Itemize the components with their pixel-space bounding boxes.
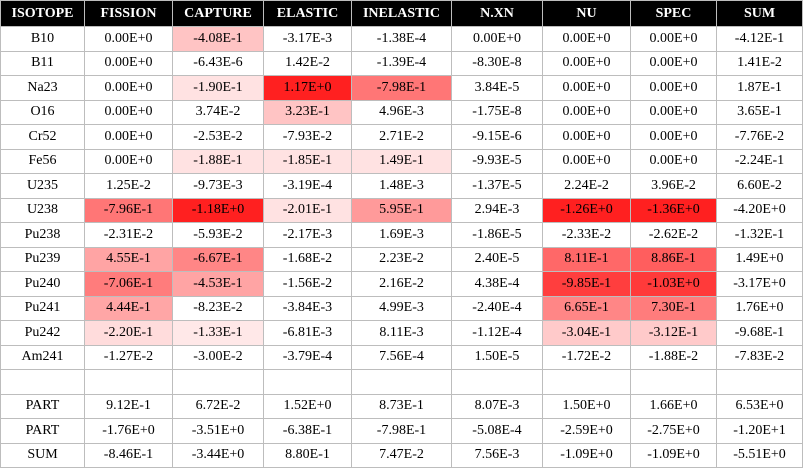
value-cell: 4.96E-3 [352, 100, 452, 125]
row-label-cell: Am241 [1, 345, 85, 370]
value-cell: -3.17E+0 [717, 272, 803, 297]
row-label-cell: Pu240 [1, 272, 85, 297]
value-cell: -1.38E-4 [352, 27, 452, 52]
value-cell: -1.32E-1 [717, 223, 803, 248]
value-cell: -4.53E-1 [173, 272, 264, 297]
table-row [1, 345, 803, 370]
empty-cell [1, 370, 85, 395]
value-cell: -2.20E-1 [85, 321, 173, 346]
summary-row [1, 419, 803, 444]
value-cell: -7.06E-1 [85, 272, 173, 297]
value-cell: 0.00E+0 [631, 51, 717, 76]
value-cell: -1.75E-8 [452, 100, 543, 125]
value-cell: -1.09E+0 [543, 443, 631, 468]
table-row [1, 125, 803, 150]
value-cell: 1.50E+0 [543, 394, 631, 419]
value-cell: -1.18E+0 [173, 198, 264, 223]
value-cell: 6.65E-1 [543, 296, 631, 321]
value-cell: -3.51E+0 [173, 419, 264, 444]
value-cell: 1.42E-2 [264, 51, 352, 76]
value-cell: 4.38E-4 [452, 272, 543, 297]
value-cell: 0.00E+0 [631, 125, 717, 150]
value-cell: -3.19E-4 [264, 174, 352, 199]
value-cell: -1.72E-2 [543, 345, 631, 370]
value-cell: -6.38E-1 [264, 419, 352, 444]
column-header: SPEC [631, 1, 717, 27]
value-cell: 6.53E+0 [717, 394, 803, 419]
value-cell: 5.95E-1 [352, 198, 452, 223]
value-cell: -2.53E-2 [173, 125, 264, 150]
value-cell: 1.48E-3 [352, 174, 452, 199]
value-cell: 8.86E-1 [631, 247, 717, 272]
value-cell: -9.93E-5 [452, 149, 543, 174]
value-cell: 2.23E-2 [352, 247, 452, 272]
value-cell: 7.56E-3 [452, 443, 543, 468]
value-cell: -1.26E+0 [543, 198, 631, 223]
value-cell: 0.00E+0 [631, 27, 717, 52]
value-cell: 1.52E+0 [264, 394, 352, 419]
value-cell: 1.69E-3 [352, 223, 452, 248]
value-cell: -8.23E-2 [173, 296, 264, 321]
empty-cell [717, 370, 803, 395]
value-cell: -1.76E+0 [85, 419, 173, 444]
value-cell: 0.00E+0 [543, 125, 631, 150]
row-label-cell: Fe56 [1, 149, 85, 174]
value-cell: 0.00E+0 [85, 125, 173, 150]
value-cell: -1.36E+0 [631, 198, 717, 223]
value-cell: -6.67E-1 [173, 247, 264, 272]
table-row [1, 100, 803, 125]
value-cell: -2.40E-4 [452, 296, 543, 321]
value-cell: -1.86E-5 [452, 223, 543, 248]
row-label-cell: Pu239 [1, 247, 85, 272]
value-cell: 1.49E+0 [717, 247, 803, 272]
value-cell: -3.84E-3 [264, 296, 352, 321]
value-cell: 9.12E-1 [85, 394, 173, 419]
value-cell: 0.00E+0 [631, 149, 717, 174]
row-label-cell: PART [1, 419, 85, 444]
value-cell: 3.23E-1 [264, 100, 352, 125]
table-row [1, 223, 803, 248]
value-cell: -2.62E-2 [631, 223, 717, 248]
value-cell: 0.00E+0 [543, 76, 631, 101]
value-cell: 4.55E-1 [85, 247, 173, 272]
row-label-cell: Pu238 [1, 223, 85, 248]
value-cell: 1.49E-1 [352, 149, 452, 174]
value-cell: -1.39E-4 [352, 51, 452, 76]
value-cell: -7.98E-1 [352, 419, 452, 444]
table-row [1, 198, 803, 223]
empty-cell [452, 370, 543, 395]
value-cell: -1.85E-1 [264, 149, 352, 174]
value-cell: 6.60E-2 [717, 174, 803, 199]
value-cell: -2.17E-3 [264, 223, 352, 248]
value-cell: -8.46E-1 [85, 443, 173, 468]
value-cell: 1.50E-5 [452, 345, 543, 370]
empty-cell [85, 370, 173, 395]
value-cell: 8.73E-1 [352, 394, 452, 419]
value-cell: -6.81E-3 [264, 321, 352, 346]
value-cell: -7.96E-1 [85, 198, 173, 223]
value-cell: -3.44E+0 [173, 443, 264, 468]
value-cell: -7.98E-1 [352, 76, 452, 101]
value-cell: 0.00E+0 [85, 27, 173, 52]
table-row [1, 272, 803, 297]
value-cell: 4.44E-1 [85, 296, 173, 321]
column-header: ISOTOPE [1, 1, 85, 27]
value-cell: -1.37E-5 [452, 174, 543, 199]
value-cell: -4.12E-1 [717, 27, 803, 52]
value-cell: 1.87E-1 [717, 76, 803, 101]
value-cell: 0.00E+0 [543, 51, 631, 76]
value-cell: 2.94E-3 [452, 198, 543, 223]
value-cell: 0.00E+0 [543, 149, 631, 174]
value-cell: -9.15E-6 [452, 125, 543, 150]
value-cell: -3.12E-1 [631, 321, 717, 346]
column-header: SUM [717, 1, 803, 27]
table-header [1, 1, 803, 27]
column-header: ELASTIC [264, 1, 352, 27]
empty-cell [631, 370, 717, 395]
value-cell: -1.88E-1 [173, 149, 264, 174]
table-row [1, 51, 803, 76]
value-cell: 0.00E+0 [85, 51, 173, 76]
value-cell: -8.30E-8 [452, 51, 543, 76]
value-cell: 4.99E-3 [352, 296, 452, 321]
value-cell: 0.00E+0 [85, 100, 173, 125]
row-label-cell: Cr52 [1, 125, 85, 150]
value-cell: 3.65E-1 [717, 100, 803, 125]
value-cell: -1.09E+0 [631, 443, 717, 468]
value-cell: -7.93E-2 [264, 125, 352, 150]
value-cell: -3.00E-2 [173, 345, 264, 370]
value-cell: 2.40E-5 [452, 247, 543, 272]
value-cell: 8.80E-1 [264, 443, 352, 468]
table-row [1, 247, 803, 272]
row-label-cell: O16 [1, 100, 85, 125]
value-cell: -7.76E-2 [717, 125, 803, 150]
row-label-cell: B10 [1, 27, 85, 52]
value-cell: -1.03E+0 [631, 272, 717, 297]
row-label-cell: Pu241 [1, 296, 85, 321]
value-cell: 1.41E-2 [717, 51, 803, 76]
value-cell: -2.33E-2 [543, 223, 631, 248]
value-cell: -2.24E-1 [717, 149, 803, 174]
value-cell: 6.72E-2 [173, 394, 264, 419]
empty-cell [173, 370, 264, 395]
value-cell: -1.27E-2 [85, 345, 173, 370]
row-label-cell: Na23 [1, 76, 85, 101]
value-cell: -2.75E+0 [631, 419, 717, 444]
summary-row [1, 394, 803, 419]
value-cell: -4.20E+0 [717, 198, 803, 223]
row-label-cell: B11 [1, 51, 85, 76]
value-cell: 8.07E-3 [452, 394, 543, 419]
column-header: CAPTURE [173, 1, 264, 27]
empty-cell [264, 370, 352, 395]
value-cell: -1.33E-1 [173, 321, 264, 346]
value-cell: -7.83E-2 [717, 345, 803, 370]
value-cell: -1.20E+1 [717, 419, 803, 444]
value-cell: -1.68E-2 [264, 247, 352, 272]
value-cell: -2.59E+0 [543, 419, 631, 444]
table-row [1, 76, 803, 101]
value-cell: 1.66E+0 [631, 394, 717, 419]
value-cell: 3.96E-2 [631, 174, 717, 199]
value-cell: 2.16E-2 [352, 272, 452, 297]
table-row [1, 321, 803, 346]
separator-row [1, 370, 803, 395]
value-cell: -9.68E-1 [717, 321, 803, 346]
value-cell: -6.43E-6 [173, 51, 264, 76]
column-header: INELASTIC [352, 1, 452, 27]
table-row [1, 296, 803, 321]
value-cell: -1.88E-2 [631, 345, 717, 370]
value-cell: 3.74E-2 [173, 100, 264, 125]
row-label-cell: SUM [1, 443, 85, 468]
table-row [1, 149, 803, 174]
value-cell: -5.93E-2 [173, 223, 264, 248]
empty-cell [352, 370, 452, 395]
value-cell: 0.00E+0 [631, 76, 717, 101]
value-cell: 1.25E-2 [85, 174, 173, 199]
row-label-cell: Pu242 [1, 321, 85, 346]
table-row [1, 174, 803, 199]
value-cell: -1.12E-4 [452, 321, 543, 346]
value-cell: 2.71E-2 [352, 125, 452, 150]
value-cell: 0.00E+0 [543, 27, 631, 52]
value-cell: -3.04E-1 [543, 321, 631, 346]
row-label-cell: U235 [1, 174, 85, 199]
value-cell: 1.17E+0 [264, 76, 352, 101]
value-cell: -5.08E-4 [452, 419, 543, 444]
value-cell: 0.00E+0 [543, 100, 631, 125]
value-cell: 0.00E+0 [85, 76, 173, 101]
table-body [1, 27, 803, 468]
value-cell: -9.85E-1 [543, 272, 631, 297]
value-cell: -1.90E-1 [173, 76, 264, 101]
value-cell: -3.17E-3 [264, 27, 352, 52]
summary-row [1, 443, 803, 468]
table-row [1, 27, 803, 52]
value-cell: -9.73E-3 [173, 174, 264, 199]
value-cell: -5.51E+0 [717, 443, 803, 468]
value-cell: -3.79E-4 [264, 345, 352, 370]
column-header: N.XN [452, 1, 543, 27]
value-cell: 3.84E-5 [452, 76, 543, 101]
value-cell: 2.24E-2 [543, 174, 631, 199]
value-cell: 8.11E-3 [352, 321, 452, 346]
value-cell: -1.56E-2 [264, 272, 352, 297]
value-cell: 7.56E-4 [352, 345, 452, 370]
value-cell: 0.00E+0 [631, 100, 717, 125]
header-row [1, 1, 803, 27]
value-cell: -2.01E-1 [264, 198, 352, 223]
column-header: NU [543, 1, 631, 27]
value-cell: -4.08E-1 [173, 27, 264, 52]
value-cell: 1.76E+0 [717, 296, 803, 321]
value-cell: 0.00E+0 [85, 149, 173, 174]
empty-cell [543, 370, 631, 395]
value-cell: 0.00E+0 [452, 27, 543, 52]
value-cell: 7.47E-2 [352, 443, 452, 468]
value-cell: 8.11E-1 [543, 247, 631, 272]
value-cell: 7.30E-1 [631, 296, 717, 321]
column-header: FISSION [85, 1, 173, 27]
row-label-cell: U238 [1, 198, 85, 223]
row-label-cell: PART [1, 394, 85, 419]
value-cell: -2.31E-2 [85, 223, 173, 248]
